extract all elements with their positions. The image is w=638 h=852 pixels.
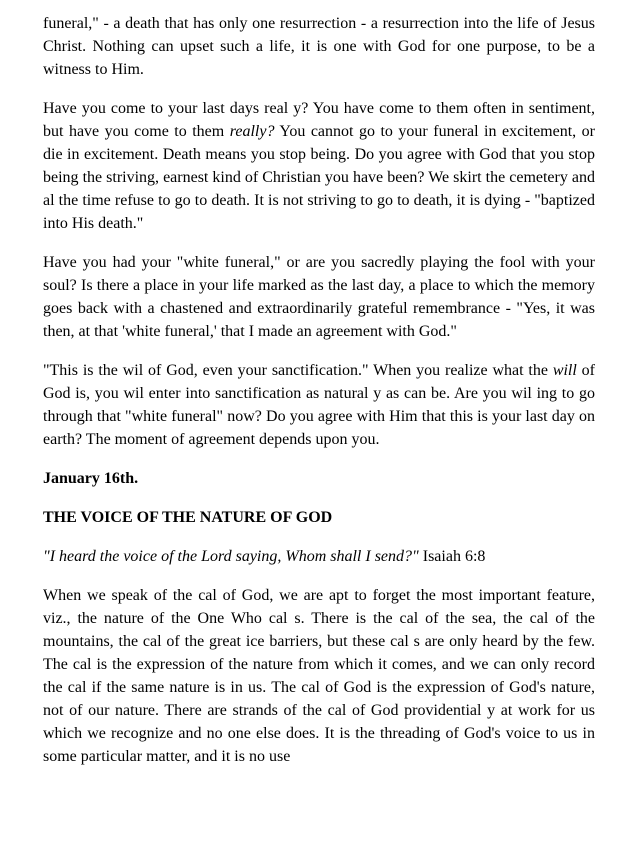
verse-quote: "I heard the voice of the Lord saying, Whom shall I send?" (43, 548, 419, 565)
paragraph (43, 251, 595, 343)
italic-emphasis: really? (229, 123, 275, 140)
section-title: THE VOICE OF THE NATURE OF GOD (43, 509, 333, 526)
italic-emphasis: will (552, 362, 577, 379)
paragraph (43, 12, 595, 81)
text-segment: of God is, you wil enter into sanctification as natural y as can be. Are you wil ing to go through that "white funeral" now? Do you agree with Him that this is your last day on earth? The moment of agreement depends upon you. (43, 362, 596, 448)
final-paragraph: When we speak of the cal of God, we are apt to forget the most important feature, viz., the nature of the One Who cal s. There is the cal of the sea, the cal of the mountains, the cal of the great ice barriers, but these cal s are only heard by the few. The cal is the expression of the nature from which it comes, and we can only record the cal if the same nature is in us. The cal of God is the expression of God's nature, not of our nature. There are strands of the cal of God providential y at work for us which we recognize and no one else does. It is the threading of God's voice to us in some particular matter, and it is no use (43, 587, 595, 765)
verse-reference: Isaiah 6:8 (418, 548, 486, 565)
date-heading: January 16th. (43, 470, 139, 487)
text-segment: Have you come to your last days real y? You have come to them often in sentiment, but have you come to them (43, 100, 595, 140)
text-segment: funeral," - a death that has only one resurrection - a resurrection into the life of Jesus Christ. Nothing can upset such a life, it is one with God for one purpose, to be a witness to Him. (43, 15, 595, 78)
paragraph (43, 97, 595, 235)
text-segment: You cannot go to your funeral in excitement, or die in excitement. Death means you stop being. Do you agree with God that you stop being the striving, earnest kind of Christian you have been? We skirt the cemetery and al the time refuse to go to death. It is not striving to go to death, it is dying - "baptized into His death." (43, 123, 596, 232)
text-segment: "This is the wil of God, even your sanctification." When you realize what the (43, 362, 553, 379)
text-segment: Have you had your "white funeral," or are you sacredly playing the fool with your soul? Is there a place in your life marked as the last day, a place to which the memory goes back with a chastened and extraordinarily grateful remembrance - "Yes, it was then, at that 'white funeral,' that I made an agreement with God." (43, 254, 595, 340)
paragraph (43, 359, 595, 451)
scripture-verse (43, 545, 595, 568)
body-paragraphs (43, 12, 595, 451)
